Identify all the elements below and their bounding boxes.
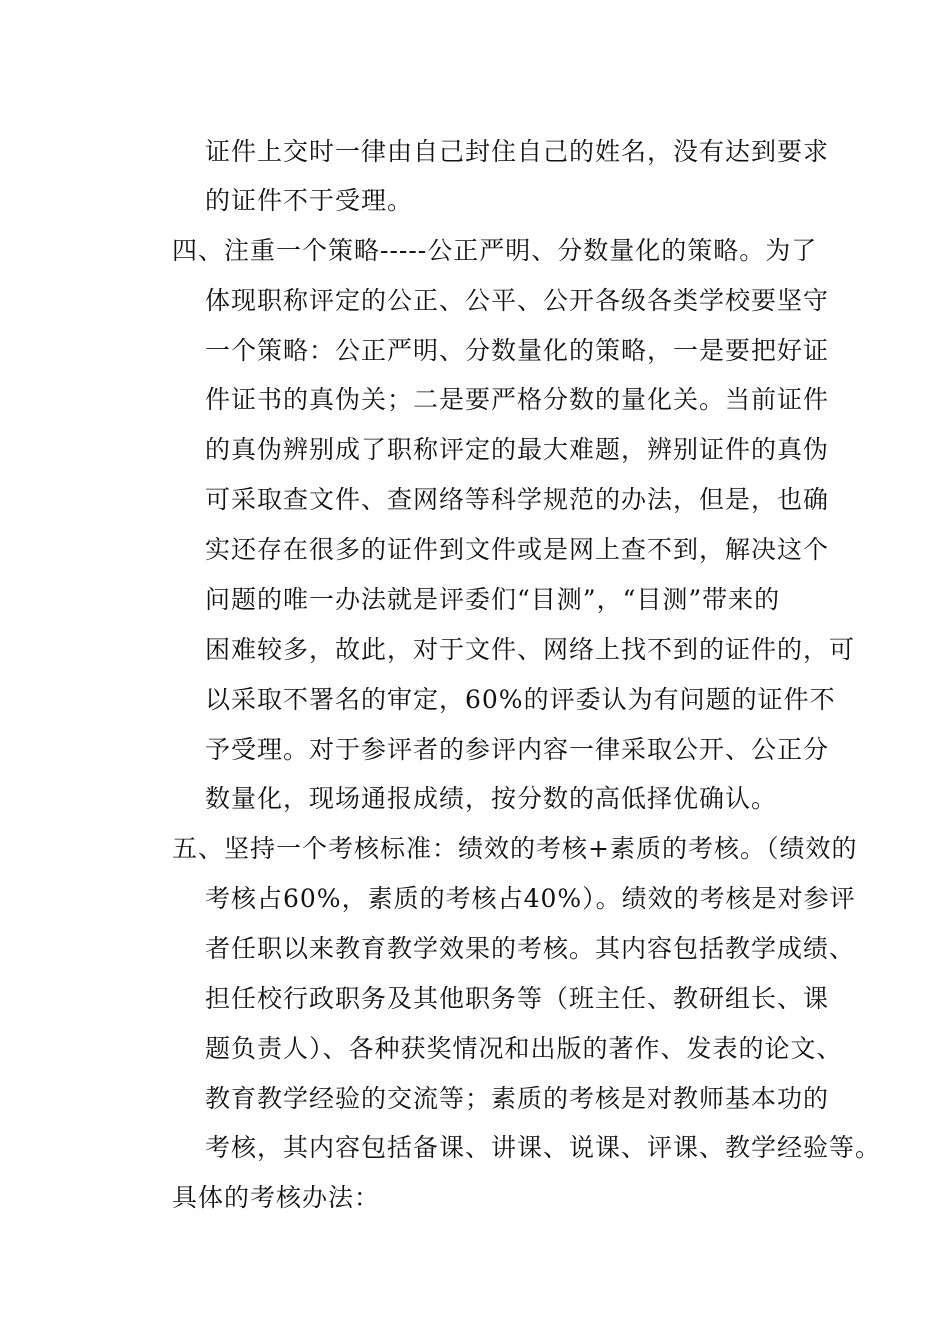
text-line: 予受理。对于参评者的参评内容一律采取公开、公正分 [205, 735, 830, 764]
text-line: 具体的考核办法： [172, 1183, 381, 1212]
text-line: 题负责人）、各种获奖情况和出版的著作、发表的论文、 [205, 1034, 843, 1063]
text-line: 者任职以来教育教学效果的考核。其内容包括教学成绩、 [205, 934, 856, 963]
text-line: 数量化，现场通报成绩，按分数的高低择优确认。 [205, 784, 778, 813]
text-line: 件证书的真伪关；二是要严格分数的量化关。当前证件 [205, 385, 830, 414]
section-heading-5: 五、坚持一个考核标准：绩效的考核+素质的考核。（绩效的 [172, 834, 858, 863]
text-line: 的证件不于受理。 [205, 186, 414, 215]
text-line: 困难较多，故此，对于文件、网络上找不到的证件的，可 [205, 635, 856, 664]
text-line: 一个策略：公正严明、分数量化的策略，一是要把好证 [205, 336, 830, 365]
text-line: 的真伪辨别成了职称评定的最大难题，辨别证件的真伪 [205, 435, 830, 464]
text-line: 担任校行政职务及其他职务等（班主任、教研组长、课 [205, 984, 830, 1013]
text-line: 实还存在很多的证件到文件或是网上查不到，解决这个 [205, 535, 830, 564]
text-line: 以采取不署名的审定，60%的评委认为有问题的证件不 [205, 685, 836, 714]
text-line: 体现职称评定的公正、公平、公开各级各类学校要坚守 [205, 286, 830, 315]
text-line: 问题的唯一办法就是评委们“目测”，“目测”带来的 [205, 585, 781, 614]
text-line: 证件上交时一律由自己封住自己的姓名，没有达到要求 [205, 137, 830, 166]
text-line: 可采取查文件、查网络等科学规范的办法，但是，也确 [205, 485, 830, 514]
text-line: 考核，其内容包括备课、讲课、说课、评课、教学经验等。 [205, 1133, 882, 1162]
text-line: 考核占60%，素质的考核占40%）。绩效的考核是对参评 [205, 884, 856, 913]
section-heading-4: 四、注重一个策略-----公正严明、分数量化的策略。为了 [172, 236, 818, 265]
text-line: 教育教学经验的交流等；素质的考核是对教师基本功的 [205, 1084, 830, 1113]
